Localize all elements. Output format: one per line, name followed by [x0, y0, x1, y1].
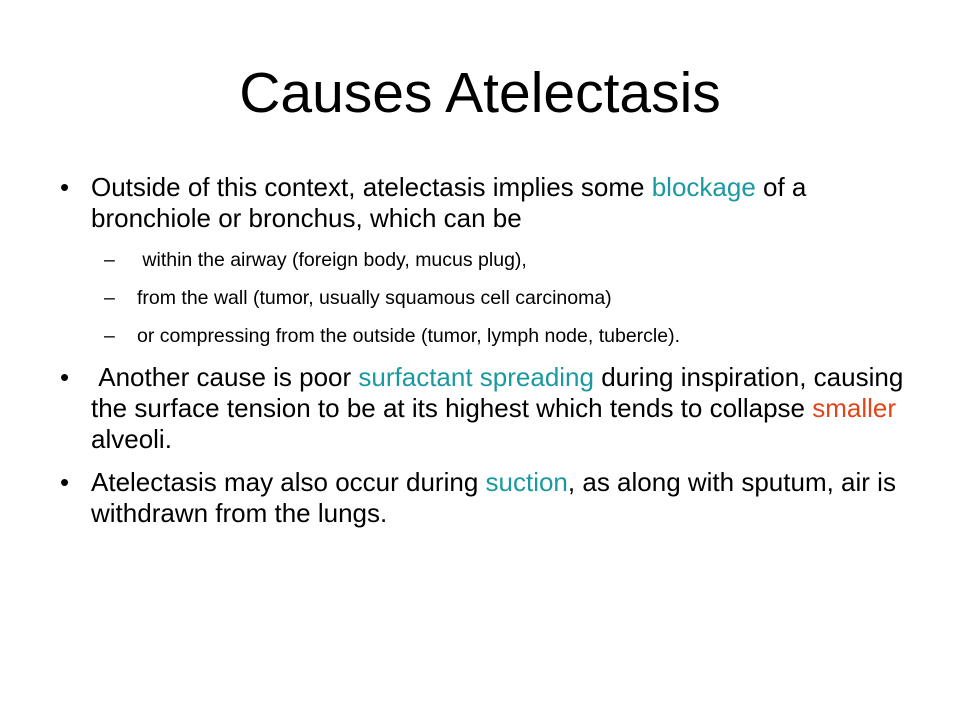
bullet-item	[60, 467, 910, 529]
bullet-dot: •	[60, 172, 70, 202]
sub-bullet-text: from the wall (tumor, usually squamous cell carcinoma)	[137, 287, 612, 309]
slide-title: Causes Atelectasis	[239, 61, 721, 125]
bullet-text: of a bronchiole or bronchus, which can be	[91, 172, 807, 233]
slide-body	[60, 172, 910, 529]
bullet-dot: •	[60, 467, 70, 497]
bullet-text: Atelectasis may also occur during	[91, 467, 486, 497]
sub-bullet-text: or compressing from the outside (tumor, lymph node, tubercle).	[137, 325, 680, 347]
sub-bullet-text: within the airway (foreign body, mucus plug),	[137, 249, 527, 271]
sub-bullet-dash: –	[104, 249, 115, 271]
sub-bullet-dash: –	[104, 287, 115, 309]
bullet-text: Another cause is poor	[91, 362, 359, 392]
bullet-text: , as along with sputum, air is withdrawn from the lungs.	[91, 467, 896, 528]
sub-bullet-item	[60, 286, 910, 310]
highlight-surfactant-spreading: surfactant spreading	[358, 362, 594, 392]
bullet-item	[60, 362, 910, 455]
bullet-text: Outside of this context, atelectasis implies some	[91, 172, 652, 202]
sub-bullet-item	[60, 324, 910, 348]
highlight-blockage: blockage	[651, 172, 756, 202]
highlight-smaller: smaller	[812, 393, 897, 423]
bullet-text: alveoli.	[91, 424, 172, 454]
bullet-text: during inspiration, causing the surface tension to be at its highest which tends to collapse	[91, 362, 904, 423]
sub-bullet-item	[60, 248, 910, 272]
bullet-dot: •	[60, 362, 70, 392]
sub-bullet-dash: –	[104, 325, 115, 347]
highlight-suction: suction	[485, 467, 568, 497]
bullet-item	[60, 172, 910, 234]
